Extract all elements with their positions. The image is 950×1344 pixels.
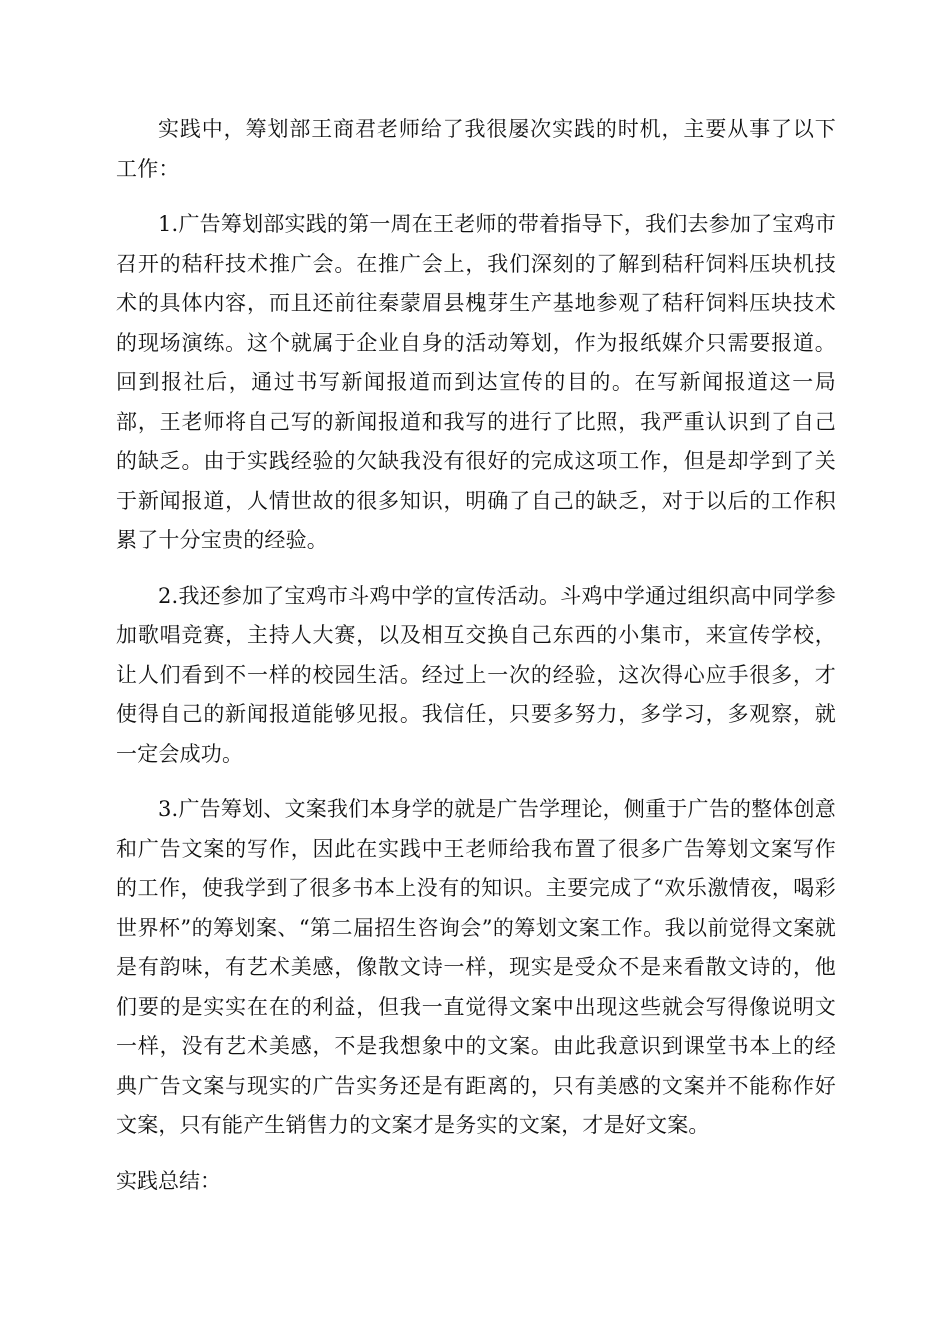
intro-paragraph: 实践中，筹划部王商君老师给了我很屡次实践的时机，主要从事了以下工作：	[116, 117, 836, 181]
item-1-paragraph: 1.广告筹划部实践的第一周在王老师的带着指导下，我们去参加了宝鸡市召开的秸秆技术推广会。在推广会上，我们深刻的了解到秸秆饲料压块机技术的具体内容，而且还前往秦蒙眉县槐芽生产基地参观了秸秆饲料压块技术的现场演练。这个就属于企业自身的活动筹划，作为报纸媒介只需要报道。回到报社后，通过书写新闻报道而到达宣传的目的。在写新闻报道这一局部，王老师将自己写的新闻报道和我写的进行了比照，我严重认识到了自己的缺乏。由于实践经验的欠缺我没有很好的完成这项工作，但是却学到了关于新闻报道，人情世故的很多知识，明确了自己的缺乏，对于以后的工作积累了十分宝贵的经验。	[116, 212, 836, 552]
summary-heading: 实践总结：	[116, 1168, 221, 1193]
item-3-paragraph: 3.广告筹划、文案我们本身学的就是广告学理论，侧重于广告的整体创意和广告文案的写作，因此在实践中王老师给我布置了很多广告筹划文案写作的工作，使我学到了很多书本上没有的知识。主要完成了“欢乐激情夜，喝彩世界杯”的筹划案、“第二届招生咨询会”的筹划文案工作。我以前觉得文案就是有韵味，有艺术美感，像散文诗一样，现实是受众不是来看散文诗的，他们要的是实实在在的利益，但我一直觉得文案中出现这些就会写得像说明文一样，没有艺术美感，不是我想象中的文案。由此我意识到课堂书本上的经典广告文案与现实的广告实务还是有距离的，只有美感的文案并不能称作好文案，只有能产生销售力的文案才是务实的文案，才是好文案。	[116, 797, 836, 1137]
document-body	[116, 110, 836, 1201]
item-2-paragraph: 2.我还参加了宝鸡市斗鸡中学的宣传活动。斗鸡中学通过组织高中同学参加歌唱竞赛，主持人大赛，以及相互交换自己东西的小集市，来宣传学校，让人们看到不一样的校园生活。经过上一次的经验，这次得心应手很多，才使得自己的新闻报道能够见报。我信任，只要多努力，多学习，多观察，就一定会成功。	[116, 583, 836, 766]
